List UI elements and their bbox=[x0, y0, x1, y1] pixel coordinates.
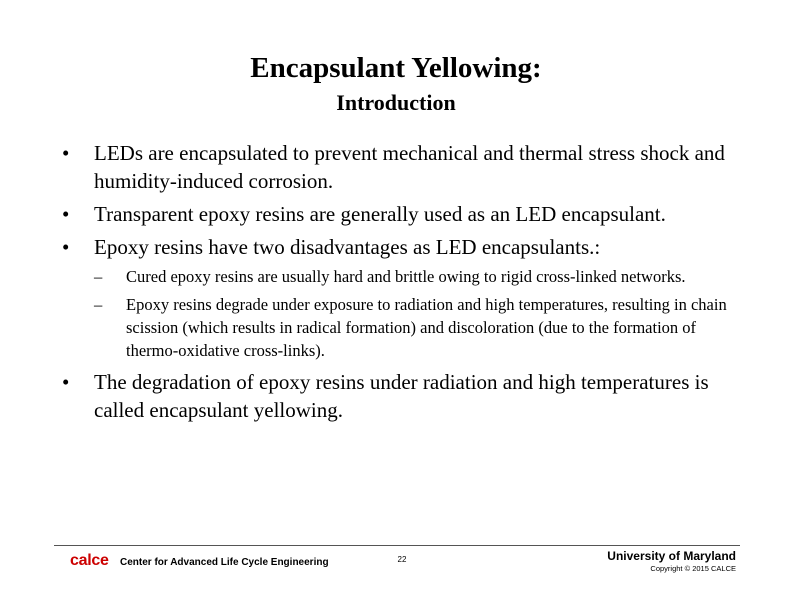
sub-bullet-text: Epoxy resins degrade under exposure to radiation and high temperatures, resulting in chain scission (which results in radical formation) and discoloration (due to the formation of thermo-oxidative cross-links). bbox=[126, 295, 727, 360]
footer-center-name: Center for Advanced Life Cycle Engineering bbox=[120, 557, 329, 568]
sub-bullet-item bbox=[94, 265, 742, 288]
page-number: 22 bbox=[397, 555, 407, 564]
calce-logo: calce bbox=[70, 552, 109, 569]
bullet-list bbox=[62, 139, 742, 429]
bullet-marker: • bbox=[62, 235, 70, 259]
footer-copyright: Copyright © 2015 CALCE bbox=[650, 564, 736, 573]
footer-university: University of Maryland bbox=[607, 549, 736, 563]
bullet-text: Transparent epoxy resins are generally used as an LED encapsulant. bbox=[94, 202, 666, 226]
bullet-text: LEDs are encapsulated to prevent mechanical and thermal stress shock and humidity-induced corrosion. bbox=[94, 141, 725, 193]
bullet-text: Epoxy resins have two disadvantages as LED encapsulants.: bbox=[94, 235, 601, 259]
footer-divider bbox=[54, 545, 740, 546]
bullet-marker: • bbox=[62, 370, 70, 394]
bullet-item bbox=[62, 200, 742, 228]
bullet-marker: • bbox=[62, 141, 70, 165]
sub-bullet-text: Cured epoxy resins are usually hard and brittle owing to rigid cross-linked networks. bbox=[126, 267, 686, 286]
sub-bullet-marker: – bbox=[94, 295, 103, 314]
sub-bullet-item bbox=[94, 293, 742, 362]
bullet-item bbox=[62, 368, 742, 424]
bullet-item bbox=[62, 233, 742, 362]
slide-title: Encapsulant Yellowing: bbox=[250, 52, 542, 84]
bullet-text: The degradation of epoxy resins under radiation and high temperatures is called encapsulant yellowing. bbox=[94, 370, 709, 422]
slide-subtitle: Introduction bbox=[336, 90, 456, 115]
sub-bullet-marker: – bbox=[94, 267, 103, 286]
bullet-marker: • bbox=[62, 202, 70, 226]
sub-bullet-list bbox=[94, 265, 742, 362]
bullet-item bbox=[62, 139, 742, 195]
